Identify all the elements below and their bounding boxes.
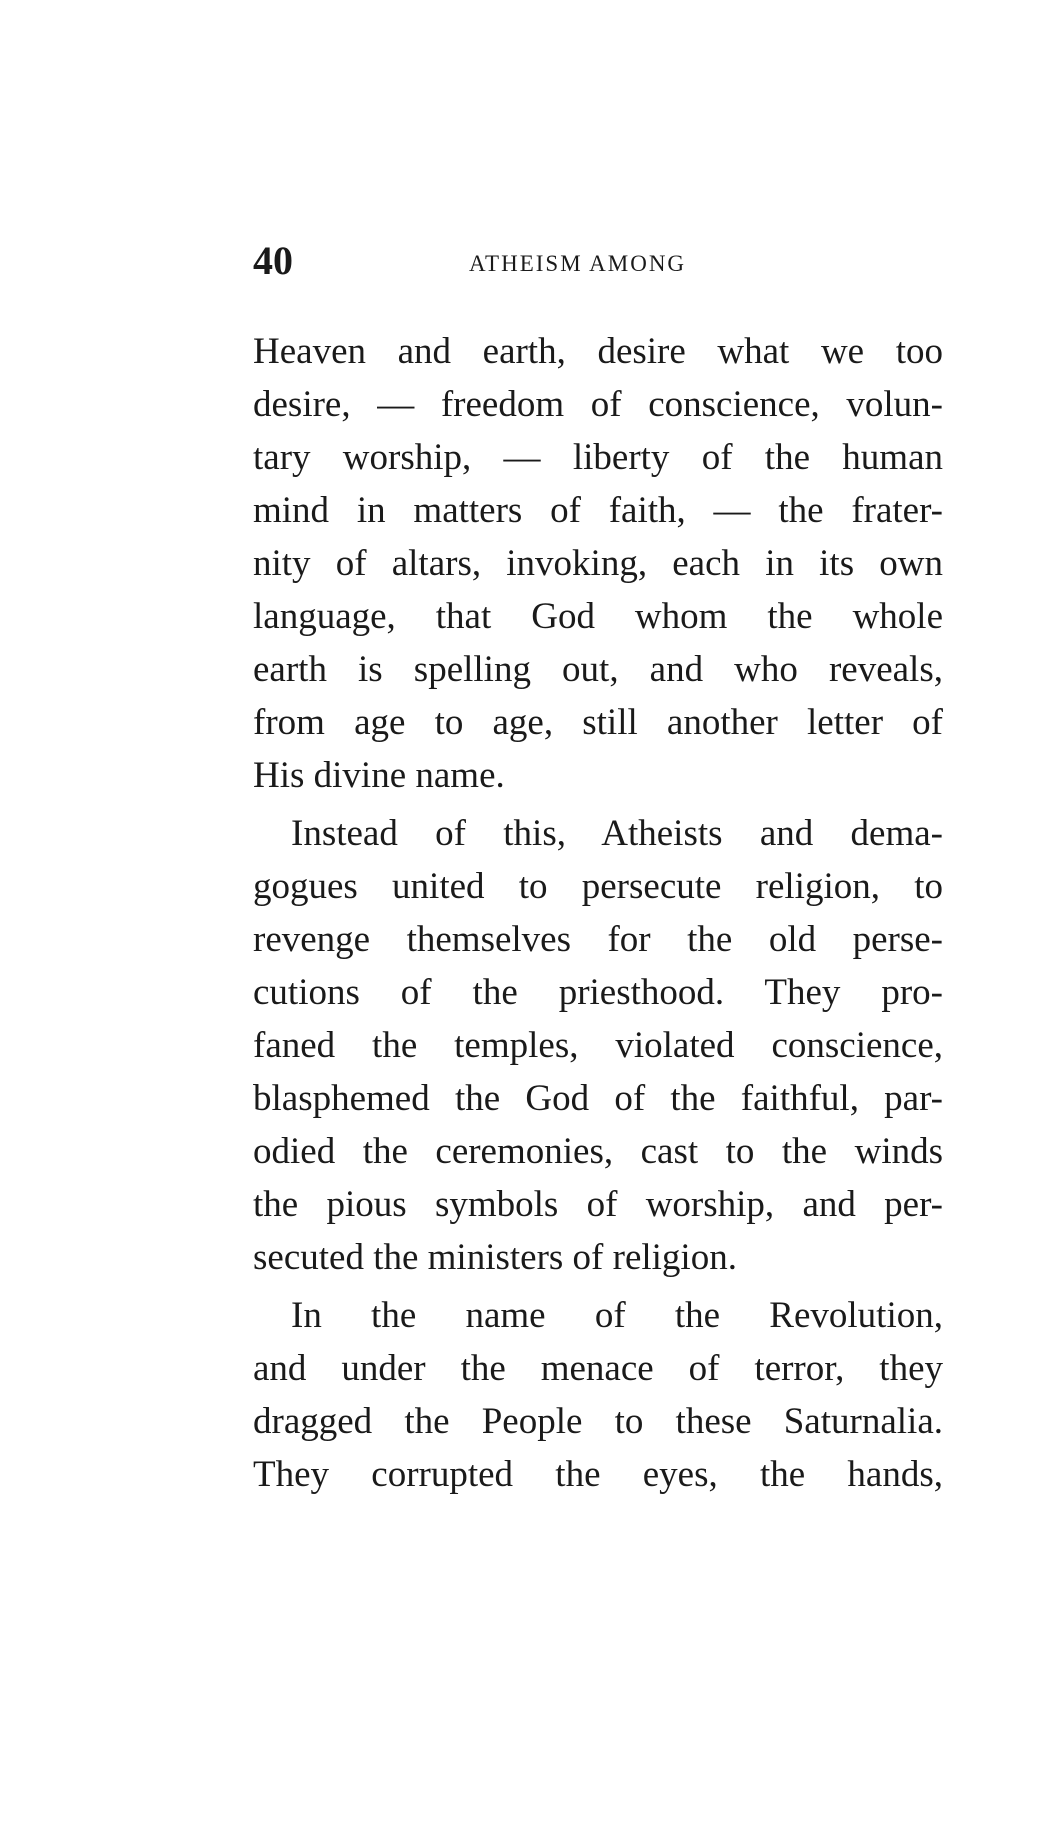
text-line: from age to age, still another letter of xyxy=(253,702,943,743)
text-line: faned the temples, violated conscience, xyxy=(253,1025,943,1066)
running-head-title: ATHEISM AMONG xyxy=(469,251,687,276)
text-line: tary worship, — liberty of the human xyxy=(253,437,943,478)
text-line: dragged the People to these Saturnalia. xyxy=(253,1401,943,1442)
text-line: secuted the ministers of religion. xyxy=(253,1237,737,1278)
text-line: mind in matters of faith, — the frater- xyxy=(253,490,943,531)
text-line: and under the menace of terror, they xyxy=(253,1348,943,1389)
text-line: revenge themselves for the old perse- xyxy=(253,919,943,960)
text-line: blasphemed the God of the faithful, par- xyxy=(253,1078,943,1119)
paragraph-2 xyxy=(253,807,943,1284)
text-line: earth is spelling out, and who reveals, xyxy=(253,649,943,690)
text-line: Heaven and earth, desire what we too xyxy=(253,331,943,372)
running-header xyxy=(253,236,753,286)
text-line: In the name of the Revolution, xyxy=(291,1295,943,1336)
paragraph-3 xyxy=(253,1289,943,1501)
page-number: 40 xyxy=(253,238,293,283)
text-line: language, that God whom the whole xyxy=(253,596,943,637)
paragraph-1 xyxy=(253,325,943,802)
text-line: His divine name. xyxy=(253,755,505,796)
text-line: cutions of the priesthood. They pro- xyxy=(253,972,943,1013)
text-line: odied the ceremonies, cast to the winds xyxy=(253,1131,943,1172)
text-line: nity of altars, invoking, each in its own xyxy=(253,543,943,584)
text-line: Instead of this, Atheists and dema- xyxy=(291,813,943,854)
text-line: They corrupted the eyes, the hands, xyxy=(253,1454,943,1495)
text-line: the pious symbols of worship, and per- xyxy=(253,1184,943,1225)
text-line: gogues united to persecute religion, to xyxy=(253,866,943,907)
text-line: desire, — freedom of conscience, volun- xyxy=(253,384,943,425)
body-text xyxy=(253,325,943,1501)
